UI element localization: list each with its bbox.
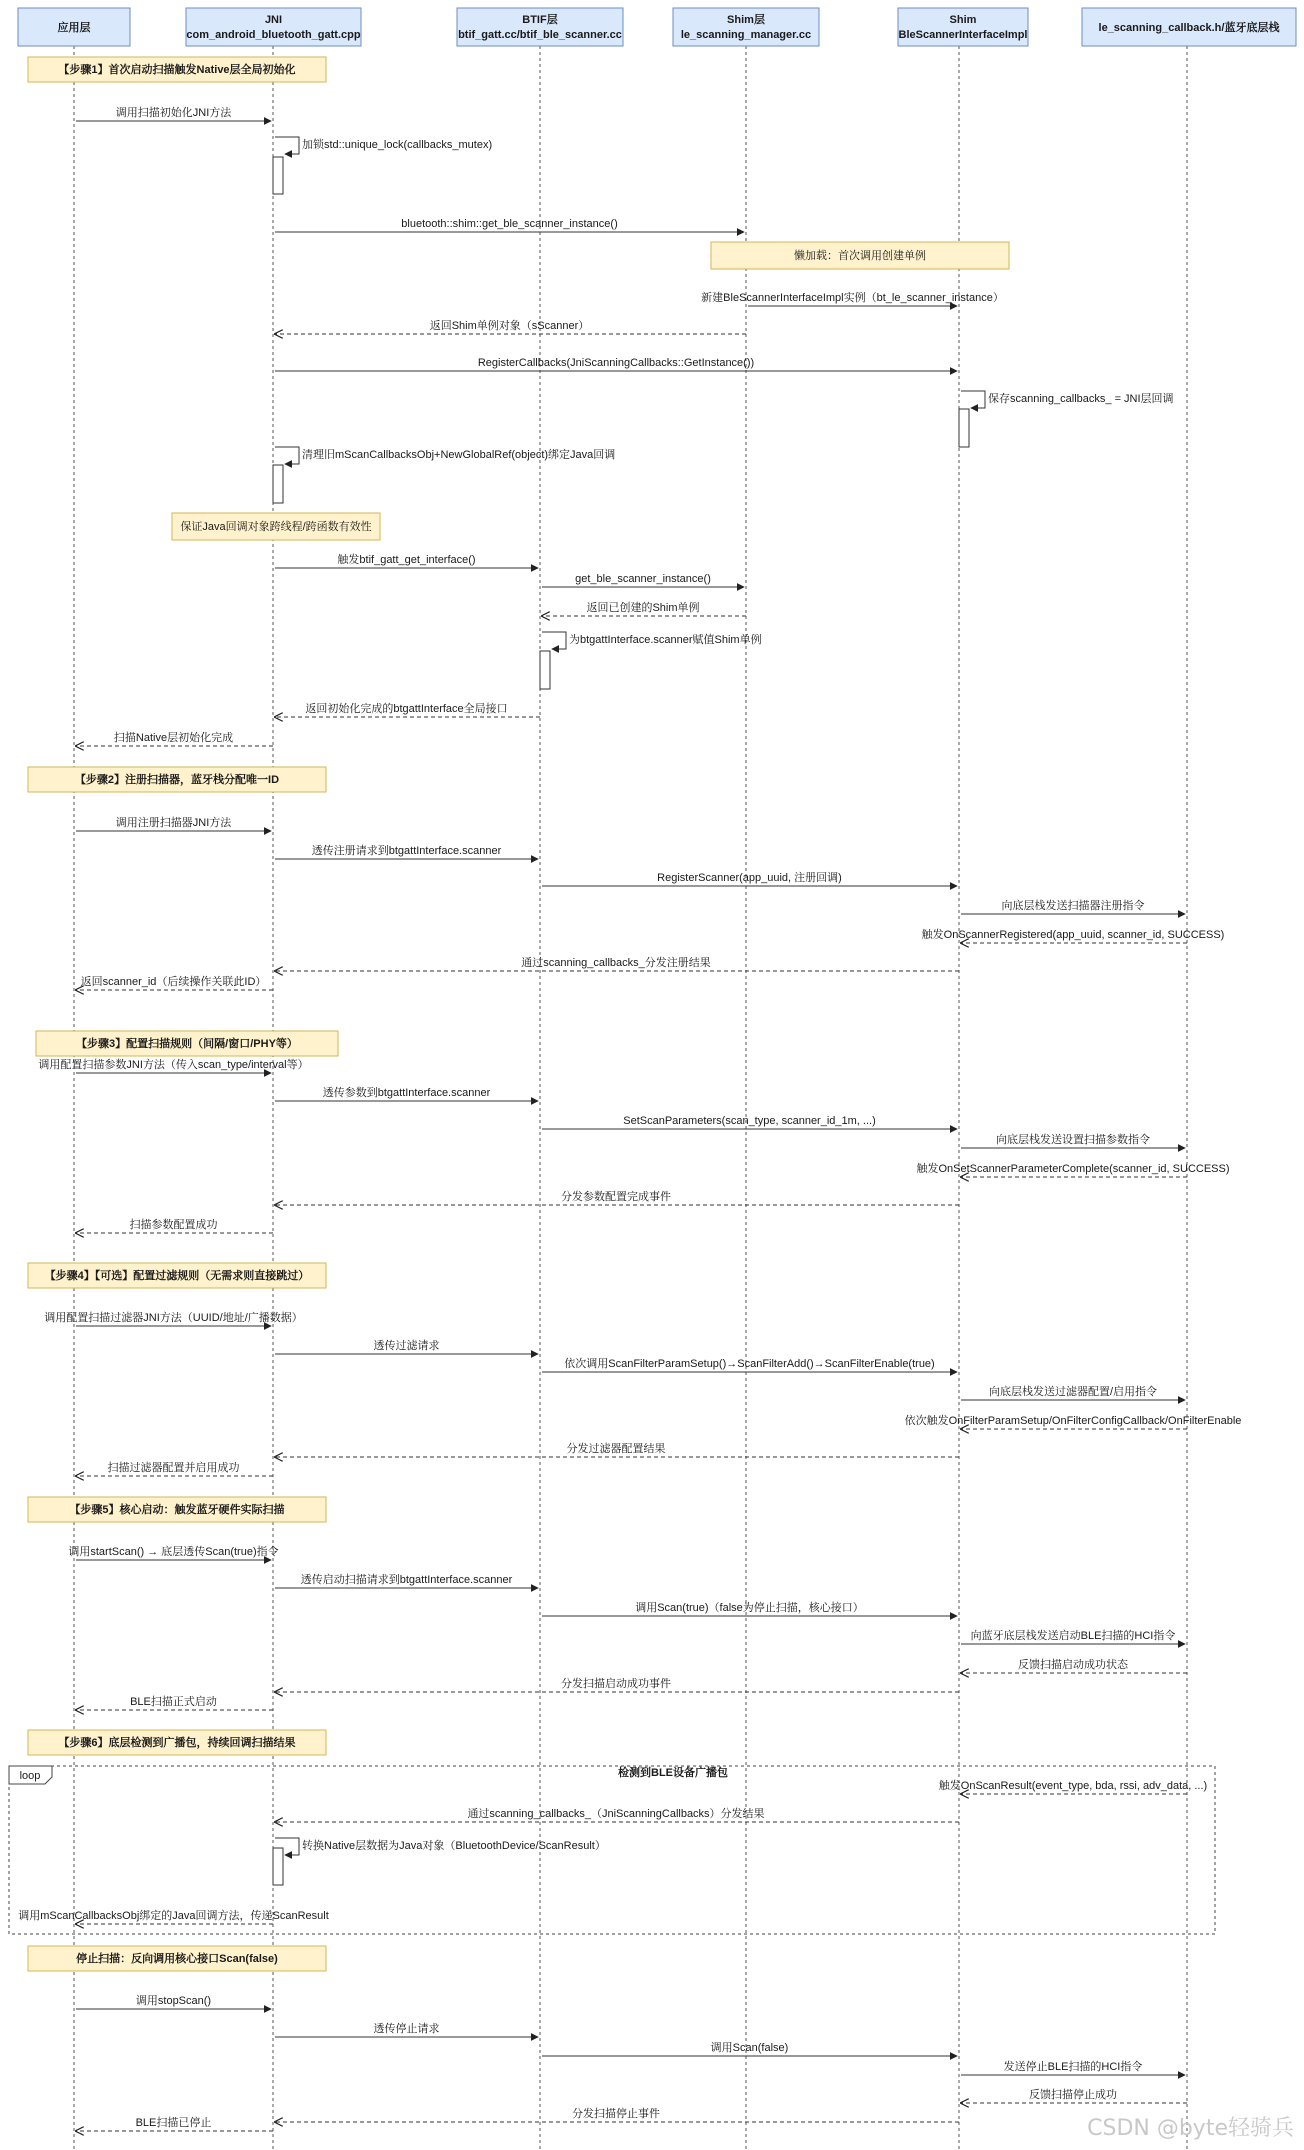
message-label-m6: RegisterCallbacks(JniScanningCallbacks::GetInstance()): [477, 357, 755, 369]
message-label-m11: 返回已创建的Shim单例: [586, 602, 700, 614]
message-label-m22: 调用配置扫描参数JNI方法（传入scan_type/interval等）: [38, 1059, 309, 1071]
message-label-m48: 透传停止请求: [373, 2023, 440, 2035]
note-global-ref-label: 保证Java回调对象跨线程/跨函数有效性: [180, 521, 372, 533]
loop-title: 检测到BLE设备广播包: [618, 1767, 728, 1779]
participant-label-btif-sub: btif_gatt.cc/btif_ble_scanner.cc: [458, 29, 622, 41]
message-label-m47: 调用stopScan(): [135, 1995, 212, 2007]
message-label-m37: 透传启动扫描请求到btgattInterface.scanner: [300, 1574, 513, 1586]
message-label-m25: 向底层栈发送设置扫描参数指令: [996, 1134, 1150, 1146]
activation-bar-4: [540, 651, 550, 689]
self-message-m7: [961, 391, 985, 408]
message-label-m43: 触发OnScanResult(event_type, bda, rssi, adv_data, ...): [938, 1780, 1208, 1792]
csdn-watermark: CSDN @byte轻骑兵: [1087, 2116, 1294, 2141]
message-label-m51: 反馈扫描停止成功: [1029, 2089, 1117, 2101]
message-label-m5: 返回Shim单例对象（sScanner）: [429, 320, 590, 332]
step-label-step3: 【步骤3】配置扫描规则（间隔/窗口/PHY等）: [76, 1038, 298, 1050]
activation-bar-5: [273, 1848, 283, 1885]
message-label-m32: 向底层栈发送过滤器配置/启用指令: [988, 1386, 1158, 1398]
message-label-m44: 通过scanning_callbacks_（JniScanningCallbacks）分发结果: [467, 1808, 765, 1820]
message-label-m14: 扫描Native层初始化完成: [113, 732, 234, 744]
participant-label-impl-sub: BleScannerInterfaceImpl: [898, 29, 1028, 41]
message-label-m27: 分发参数配置完成事件: [561, 1191, 671, 1203]
message-label-m41: 分发扫描启动成功事件: [561, 1678, 671, 1690]
message-label-m17: RegisterScanner(app_uuid, 注册回调): [657, 872, 842, 884]
message-label-m40: 反馈扫描启动成功状态: [1018, 1659, 1128, 1671]
message-label-m10: get_ble_scanner_instance(): [575, 573, 711, 585]
message-label-m12: 为btgattInterface.scanner赋值Shim单例: [569, 634, 762, 646]
activation-bar-3: [273, 465, 283, 503]
message-label-m30: 透传过滤请求: [373, 1340, 440, 1352]
message-label-m33: 依次触发OnFilterParamSetup/OnFilterConfigCallback/OnFilterEnable: [904, 1415, 1242, 1427]
message-label-m35: 扫描过滤器配置并启用成功: [107, 1462, 240, 1474]
message-label-m39: 向蓝牙底层栈发送启动BLE扫描的HCI指令: [970, 1630, 1176, 1642]
step-label-step2: 【步骤2】注册扫描器，蓝牙栈分配唯一ID: [74, 774, 280, 786]
message-label-m52: 分发扫描停止事件: [572, 2108, 660, 2120]
message-label-m26: 触发OnSetScannerParameterComplete(scanner_id, SUCCESS): [916, 1163, 1230, 1175]
participant-label-impl: Shim: [949, 14, 977, 26]
self-message-m12: [542, 632, 566, 649]
message-label-m16: 透传注册请求到btgattInterface.scanner: [311, 845, 502, 857]
message-label-m8: 清理旧mScanCallbacksObj+NewGlobalRef(object)绑定Java回调: [302, 449, 616, 461]
message-label-m53: BLE扫描已停止: [135, 2117, 212, 2129]
message-label-m19: 触发OnScannerRegistered(app_uuid, scanner_id, SUCCESS): [921, 929, 1225, 941]
participant-label-jni-sub: com_android_bluetooth_gatt.cpp: [186, 29, 361, 41]
step-label-step5: 【步骤5】核心启动：触发蓝牙硬件实际扫描: [69, 1504, 285, 1516]
message-label-m29: 调用配置扫描过滤器JNI方法（UUID/地址/广播数据）: [44, 1312, 303, 1324]
self-message-m2: [275, 137, 299, 154]
participant-label-shim-sub: le_scanning_manager.cc: [680, 29, 812, 41]
message-label-m34: 分发过滤器配置结果: [566, 1443, 666, 1455]
message-label-m9: 触发btif_gatt_get_interface(): [337, 554, 476, 566]
message-label-m28: 扫描参数配置成功: [129, 1219, 218, 1231]
message-label-m7: 保存scanning_callbacks_ = JNI层回调: [988, 393, 1174, 405]
message-label-m50: 发送停止BLE扫描的HCI指令: [1003, 2061, 1143, 2073]
step-label-stop: 停止扫描：反向调用核心接口Scan(false): [76, 1953, 278, 1965]
message-label-m21: 返回scanner_id（后续操作关联此ID）: [80, 976, 267, 988]
message-label-m23: 透传参数到btgattInterface.scanner: [322, 1087, 491, 1099]
message-label-m15: 调用注册扫描器JNI方法: [115, 817, 232, 829]
step-label-step6: 【步骤6】底层检测到广播包，持续回调扫描结果: [58, 1737, 296, 1749]
message-label-m45: 转换Native层数据为Java对象（BluetoothDevice/ScanResult）: [302, 1840, 606, 1852]
message-label-m4: 新建BleScannerInterfaceImpl实例（bt_le_scanner_instance）: [701, 292, 1004, 304]
message-label-m2: 加锁std::unique_lock(callbacks_mutex): [302, 139, 493, 151]
note-lazy-label: 懒加载：首次调用创建单例: [794, 250, 926, 262]
message-label-m24: SetScanParameters(scan_type, scanner_id_1m, ...): [623, 1115, 876, 1127]
message-label-m38: 调用Scan(true)（false为停止扫描，核心接口）: [635, 1602, 864, 1614]
message-label-m3: bluetooth::shim::get_ble_scanner_instance(): [401, 218, 618, 230]
message-label-m18: 向底层栈发送扫描器注册指令: [1001, 900, 1145, 912]
message-label-m42: BLE扫描正式启动: [130, 1696, 217, 1708]
participant-label-app: 应用层: [57, 22, 91, 34]
message-label-m20: 通过scanning_callbacks_分发注册结果: [521, 957, 711, 969]
activation-bar-2: [959, 409, 969, 447]
participant-label-btif: BTIF层: [522, 14, 558, 26]
participant-label-shim: Shim层: [727, 14, 765, 26]
message-label-m1: 调用扫描初始化JNI方法: [115, 107, 232, 119]
message-label-m13: 返回初始化完成的btgattInterface全局接口: [305, 703, 508, 715]
message-label-m36: 调用startScan() → 底层透传Scan(true)指令: [68, 1546, 279, 1558]
message-label-m31: 依次调用ScanFilterParamSetup()→ScanFilterAdd()→ScanFilterEnable(true): [564, 1358, 935, 1370]
step-label-step1: 【步骤1】首次启动扫描触发Native层全局初始化: [58, 64, 296, 76]
step-label-step4: 【步骤4】【可选】配置过滤规则（无需求则直接跳过）: [44, 1270, 310, 1282]
activation-bar-1: [273, 157, 283, 194]
self-message-m8: [275, 447, 299, 464]
message-label-m49: 调用Scan(false): [710, 2042, 789, 2054]
message-label-m46: 调用mScanCallbacksObj绑定的Java回调方法，传递ScanResult: [18, 1910, 329, 1922]
loop-tag-label: loop: [19, 1770, 41, 1782]
participant-label-jni: JNI: [264, 14, 283, 26]
participant-label-stack: le_scanning_callback.h/蓝牙底层栈: [1098, 22, 1280, 34]
